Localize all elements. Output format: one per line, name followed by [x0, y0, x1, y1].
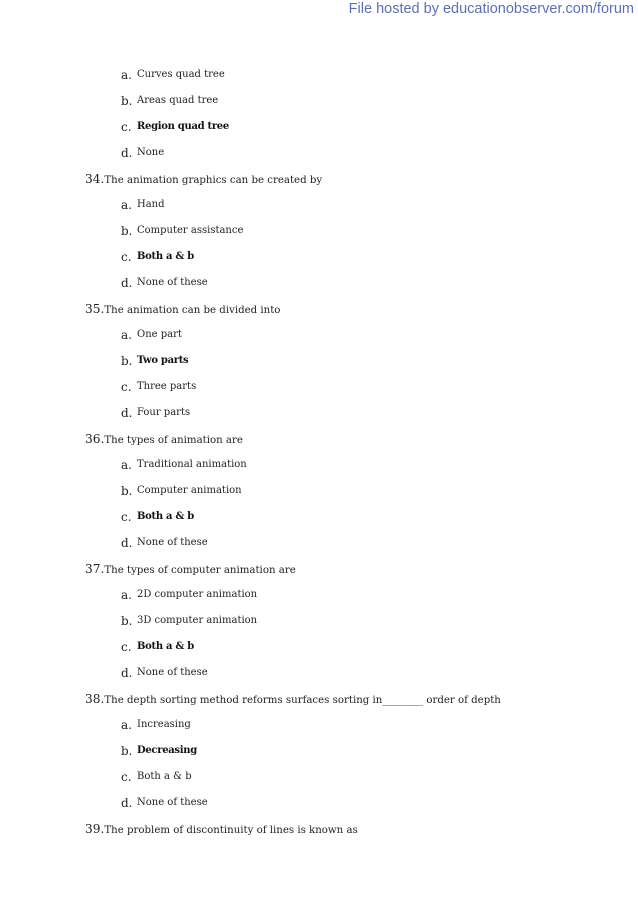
option-row — [0, 712, 638, 738]
option-letter: a. — [121, 588, 132, 602]
option-letter: c. — [121, 510, 132, 524]
option-text-correct-answer: Two parts — [137, 355, 189, 366]
option-letter: b. — [121, 484, 133, 498]
question-number: 39. — [85, 822, 105, 836]
option-letter: b. — [121, 94, 133, 108]
question-number: 34. — [85, 172, 105, 186]
option-letter: b. — [121, 744, 133, 758]
option-row — [0, 374, 638, 400]
option-text-correct-answer: Decreasing — [137, 745, 197, 756]
option-letter: d. — [121, 276, 133, 290]
option-row — [0, 608, 638, 634]
option-text: Increasing — [137, 719, 191, 730]
option-text: Computer assistance — [137, 225, 244, 236]
option-letter: a. — [121, 68, 132, 82]
option-text: Curves quad tree — [137, 69, 225, 80]
option-row — [0, 452, 638, 478]
option-letter: d. — [121, 796, 133, 810]
option-letter: b. — [121, 224, 133, 238]
question-heading — [85, 556, 638, 582]
option-letter: c. — [121, 120, 132, 134]
question-number: 36. — [85, 432, 105, 446]
option-text-correct-answer: Both a & b — [137, 641, 194, 652]
question-number: 38. — [85, 692, 105, 706]
option-row — [0, 114, 638, 140]
option-text: Traditional animation — [137, 459, 247, 470]
option-letter: d. — [121, 146, 133, 160]
option-row — [0, 192, 638, 218]
option-letter: c. — [121, 640, 132, 654]
option-text: Four parts — [137, 407, 191, 418]
option-row — [0, 62, 638, 88]
option-row — [0, 504, 638, 530]
option-row — [0, 790, 638, 816]
option-row — [0, 530, 638, 556]
question-text: The problem of discontinuity of lines is known as — [104, 825, 358, 836]
option-row — [0, 582, 638, 608]
question-heading — [85, 166, 638, 192]
option-text-correct-answer: Both a & b — [137, 511, 194, 522]
question-text: The types of computer animation are — [104, 565, 296, 576]
option-letter: a. — [121, 718, 132, 732]
question-heading — [85, 816, 638, 842]
option-row — [0, 244, 638, 270]
option-text: None of these — [137, 667, 208, 678]
option-text: None of these — [137, 277, 208, 288]
question-number: 37. — [85, 562, 105, 576]
question-text: The animation can be divided into — [104, 305, 281, 316]
option-text: One part — [137, 329, 182, 340]
option-letter: b. — [121, 614, 133, 628]
option-row — [0, 660, 638, 686]
option-text: Areas quad tree — [137, 95, 219, 106]
option-row — [0, 738, 638, 764]
question-heading — [85, 686, 638, 712]
option-text: Computer animation — [137, 485, 242, 496]
quiz-content — [0, 62, 638, 842]
option-row — [0, 634, 638, 660]
question-heading — [85, 426, 638, 452]
option-letter: c. — [121, 250, 132, 264]
question-text: The animation graphics can be created by — [104, 175, 323, 186]
option-letter: b. — [121, 354, 133, 368]
option-text: 3D computer animation — [137, 615, 258, 626]
option-text-correct-answer: Both a & b — [137, 251, 194, 262]
watermark-text: File hosted by educationobserver.com/forum — [348, 1, 634, 17]
option-letter: c. — [121, 770, 132, 784]
option-text: None — [137, 147, 165, 158]
option-text: 2D computer animation — [137, 589, 258, 600]
option-text: Both a & b — [137, 771, 192, 782]
option-row — [0, 322, 638, 348]
option-letter: d. — [121, 406, 133, 420]
question-text: The types of animation are — [104, 435, 243, 446]
option-letter: a. — [121, 328, 132, 342]
option-text: None of these — [137, 537, 208, 548]
option-row — [0, 218, 638, 244]
option-text: Three parts — [137, 381, 197, 392]
option-letter: d. — [121, 536, 133, 550]
option-text: Hand — [137, 199, 165, 210]
option-letter: a. — [121, 458, 132, 472]
option-row — [0, 140, 638, 166]
question-heading — [85, 296, 638, 322]
option-letter: d. — [121, 666, 133, 680]
option-row — [0, 400, 638, 426]
option-row — [0, 270, 638, 296]
option-row — [0, 764, 638, 790]
option-letter: c. — [121, 380, 132, 394]
option-row — [0, 478, 638, 504]
option-row — [0, 88, 638, 114]
question-number: 35. — [85, 302, 105, 316]
option-text-correct-answer: Region quad tree — [137, 121, 229, 132]
option-letter: a. — [121, 198, 132, 212]
question-text: The depth sorting method reforms surfaces sorting in________ order of depth — [104, 695, 501, 706]
option-row — [0, 348, 638, 374]
option-text: None of these — [137, 797, 208, 808]
